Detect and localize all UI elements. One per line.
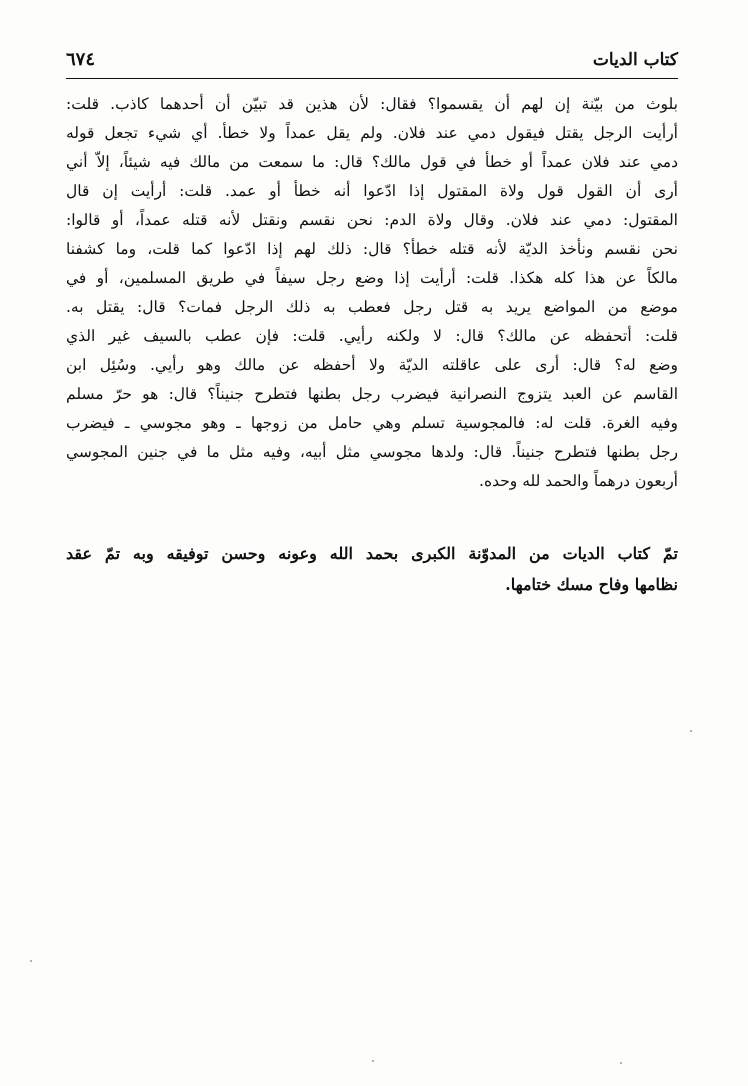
scan-speck <box>372 1060 374 1062</box>
text-line: موضع من المواضع يريد به قتل رجل فعطب به ذلك الرجل فمات؟ قال: يقتل به. <box>66 298 678 316</box>
text-line: دمي عند فلان عمداً أو خطأ في قول مالك؟ قال: ما سمعت من مالك فيه شيئاً، إلاّ أني <box>66 153 678 171</box>
colophon-line: نظامها وفاح مسك ختامها. <box>505 575 678 594</box>
running-header <box>66 48 678 74</box>
text-line: نحن نقسم ونأخذ الديّة لأنه قتله خطأ؟ قال: ذلك لهم إذا ادّعوا كما قلت، وما كشفنا <box>66 240 678 258</box>
scan-speck <box>690 730 692 732</box>
text-line: رجل بطنها فتطرح جنيناً. قال: ولدها مجوسي مثل أبيه، وفيه مثل ما في جنين المجوسي <box>66 443 678 461</box>
text-line: أرأيت الرجل يقتل فيقول دمي عند فلان. ولم يقل عمداً ولا خطأ. أي شيء تجعل قوله <box>66 124 678 142</box>
page-number: ٦٧٤ <box>66 49 96 70</box>
scan-speck <box>620 1062 622 1064</box>
text-line: وفيه الغرة. قلت له: فالمجوسية تسلم وهي حامل من زوجها ـ وهو مجوسي ـ فيضرب <box>66 414 678 432</box>
chapter-title: كتاب الديات <box>592 50 678 70</box>
text-line: القاسم عن العبد يتزوج النصرانية فيضرب رجل بطنها فتطرح جنيناً؟ قال: هو حرّ مسلم <box>66 385 678 403</box>
header-divider <box>66 78 678 79</box>
text-line: بلوث من بيّنة إن لهم أن يقسموا؟ فقال: لأن هذين قد تبيّن أن أحدهما كاذب. قلت: <box>66 95 678 113</box>
text-line: أربعون درهماً والحمد لله وحده. <box>479 472 678 490</box>
closing-colophon <box>66 538 678 600</box>
colophon-line: تمّ كتاب الديات من المدوّنة الكبرى بحمد الله وعونه وحسن توفيقه وبه تمّ عقد <box>66 544 678 563</box>
text-line: وضع له؟ قال: أرى على عاقلته الديّة ولا أحفظه عن مالك وهو رأيي. وسُئِل ابن <box>66 356 678 374</box>
text-line: مالكاً عن هذا كله هكذا. قلت: أرأيت إذا وضع رجل سيفاً في طريق المسلمين، أو في <box>66 269 678 287</box>
text-line: أرى أن القول قول ولاة المقتول إذا ادّعوا أنه خطأ أو عمد. قلت: أرأيت إن قال <box>66 182 678 200</box>
text-line: قلت: أتحفظه عن مالك؟ قال: لا ولكنه رأيي. قلت: فإن عطب بالسيف غير الذي <box>66 327 678 345</box>
body-text <box>66 90 678 496</box>
text-line: المقتول: دمي عند فلان. وقال ولاة الدم: نحن نقسم ونقتل لأنه قتله عمداً، أو قالوا: <box>66 211 678 229</box>
scan-speck <box>30 960 32 962</box>
